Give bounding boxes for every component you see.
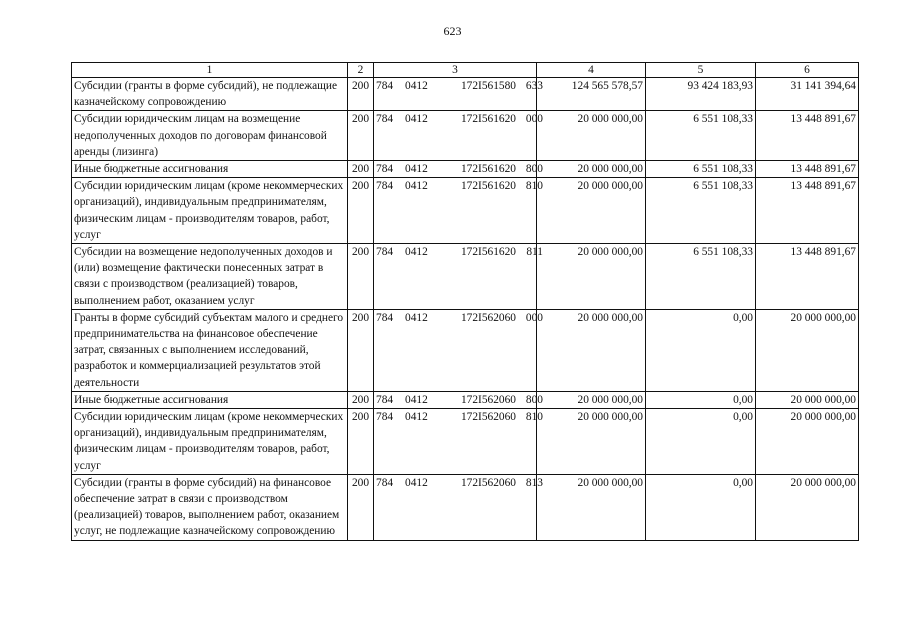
table-row [72,111,859,161]
department-code: 784 [376,180,394,193]
amount-col5-cell: 0,00 [646,474,756,540]
table-row [72,161,859,178]
budget-code-cell [374,309,543,391]
amount-col6-cell: 13 448 891,67 [756,244,859,310]
expense-type-code: 810 [525,180,543,193]
code-col2-cell: 200 [348,244,374,310]
table-row [72,409,859,475]
amount-col6-cell: 13 448 891,67 [756,161,859,178]
table-row [72,474,859,540]
header-cell-4: 4 [537,63,646,78]
expense-name-cell: Субсидии юридическим лицам (кроме некоммерческих организаций), индивидуальным предпринимателям, физическим лицам - производителям товаров, работ, услуг [72,178,348,244]
target-article-code: 172I561580 [460,80,516,92]
section-code: 0412 [405,80,428,92]
code-col2-cell: 200 [348,161,374,178]
code-col2-cell: 200 [348,474,374,540]
department-code: 784 [376,163,394,176]
table-row [72,178,859,244]
amount-col6-cell: 20 000 000,00 [756,309,859,391]
department-code: 784 [376,476,394,489]
code-col2-cell: 200 [348,178,374,244]
budget-code-cell [374,78,543,111]
amount-col5-cell: 6 551 108,33 [646,244,756,310]
budget-table [71,62,859,541]
amount-col4-cell: 20 000 000,00 [537,474,646,540]
code-col2-cell: 200 [348,391,374,408]
header-cell-5: 5 [646,63,756,78]
expense-type-code: 000 [525,311,543,324]
department-code: 784 [376,311,394,324]
department-code: 784 [376,393,394,406]
expense-type-code: 800 [525,393,543,406]
header-row [72,63,859,78]
expense-name-cell: Субсидии юридическим лицам (кроме некоммерческих организаций), индивидуальным предпринимателям, физическим лицам - производителям товаров, работ, услуг [72,409,348,475]
amount-col5-cell: 6 551 108,33 [646,161,756,178]
section-code: 0412 [405,163,428,176]
expense-type-code: 800 [525,163,543,176]
target-article-code: 172I562060 [460,476,516,489]
expense-type-code: 810 [525,411,543,424]
amount-col6-cell: 31 141 394,64 [756,78,859,111]
section-code: 0412 [405,411,428,424]
amount-col5-cell: 0,00 [646,309,756,391]
code-col2-cell: 200 [348,309,374,391]
budget-code-cell [374,178,543,244]
expense-type-code: 000 [525,113,543,126]
budget-code-cell [374,409,543,475]
code-col2-cell: 200 [348,111,374,161]
target-article-code: 172I561620 [460,163,516,176]
amount-col5-cell: 0,00 [646,409,756,475]
header-cell-2: 2 [348,63,374,78]
amount-col6-cell: 13 448 891,67 [756,178,859,244]
code-col2-cell: 200 [348,409,374,475]
amount-col4-cell: 20 000 000,00 [537,409,646,475]
expense-name-cell: Иные бюджетные ассигнования [72,391,348,408]
amount-col4-cell: 20 000 000,00 [537,391,646,408]
expense-type-code: 813 [525,476,543,489]
section-code: 0412 [405,476,428,489]
amount-col4-cell: 20 000 000,00 [537,111,646,161]
department-code: 784 [376,113,394,126]
amount-col5-cell: 6 551 108,33 [646,178,756,244]
department-code: 784 [376,411,394,424]
section-code: 0412 [405,311,428,324]
amount-col6-cell: 13 448 891,67 [756,111,859,161]
expense-name-cell: Гранты в форме субсидий субъектам малого и среднего предпринимательства на финансовое обеспечение затрат, связанных с выполнением исследований, разработок и коммерциализацией результатов этой деятельности [72,309,348,391]
table-row [72,391,859,408]
table-row [72,78,859,111]
target-article-code: 172I562060 [460,393,516,406]
section-code: 0412 [405,113,428,126]
budget-code-cell [374,244,543,310]
table-row [72,244,859,310]
expense-type-code: 633 [525,80,543,92]
amount-col4-cell: 20 000 000,00 [537,178,646,244]
header-cell-3: 3 [374,63,537,78]
target-article-code: 172I561620 [460,180,516,193]
amount-col4-cell: 20 000 000,00 [537,161,646,178]
section-code: 0412 [405,393,428,406]
amount-col4-cell: 20 000 000,00 [537,309,646,391]
amount-col5-cell: 93 424 183,93 [646,78,756,111]
header-cell-6: 6 [756,63,859,78]
header-cell-1: 1 [72,63,348,78]
expense-name-cell: Субсидии юридическим лицам на возмещение недополученных доходов по договорам финансовой аренды (лизинга) [72,111,348,161]
budget-code-cell [374,391,543,408]
target-article-code: 172I562060 [460,311,516,324]
section-code: 0412 [405,180,428,193]
target-article-code: 172I562060 [460,411,516,424]
amount-col6-cell: 20 000 000,00 [756,409,859,475]
expense-name-cell: Субсидии (гранты в форме субсидий), не подлежащие казначейскому сопровождению [72,78,348,111]
amount-col5-cell: 0,00 [646,391,756,408]
amount-col4-cell: 20 000 000,00 [537,244,646,310]
department-code: 784 [376,80,394,92]
department-code: 784 [376,246,394,259]
section-code: 0412 [405,246,428,259]
expense-type-code: 811 [526,246,543,259]
page-number: 623 [443,24,462,38]
budget-code-cell [374,111,543,161]
expense-name-cell: Субсидии на возмещение недополученных доходов и (или) возмещение фактически понесенных затрат в связи с производством (реализацией) товаров, выполнением работ, оказанием услуг [72,244,348,310]
budget-code-cell [374,161,543,178]
target-article-code: 172I561620 [460,246,516,259]
target-article-code: 172I561620 [460,113,516,126]
code-col2-cell: 200 [348,78,374,111]
expense-name-cell: Иные бюджетные ассигнования [72,161,348,178]
amount-col6-cell: 20 000 000,00 [756,391,859,408]
budget-code-cell [374,474,543,540]
amount-col6-cell: 20 000 000,00 [756,474,859,540]
expense-name-cell: Субсидии (гранты в форме субсидий) на финансовое обеспечение затрат в связи с производством (реализацией) товаров, выполнением работ, оказанием услуг, не подлежащие казначейскому сопровождению [72,474,348,540]
table-row [72,309,859,391]
amount-col4-cell: 124 565 578,57 [537,78,646,111]
amount-col5-cell: 6 551 108,33 [646,111,756,161]
